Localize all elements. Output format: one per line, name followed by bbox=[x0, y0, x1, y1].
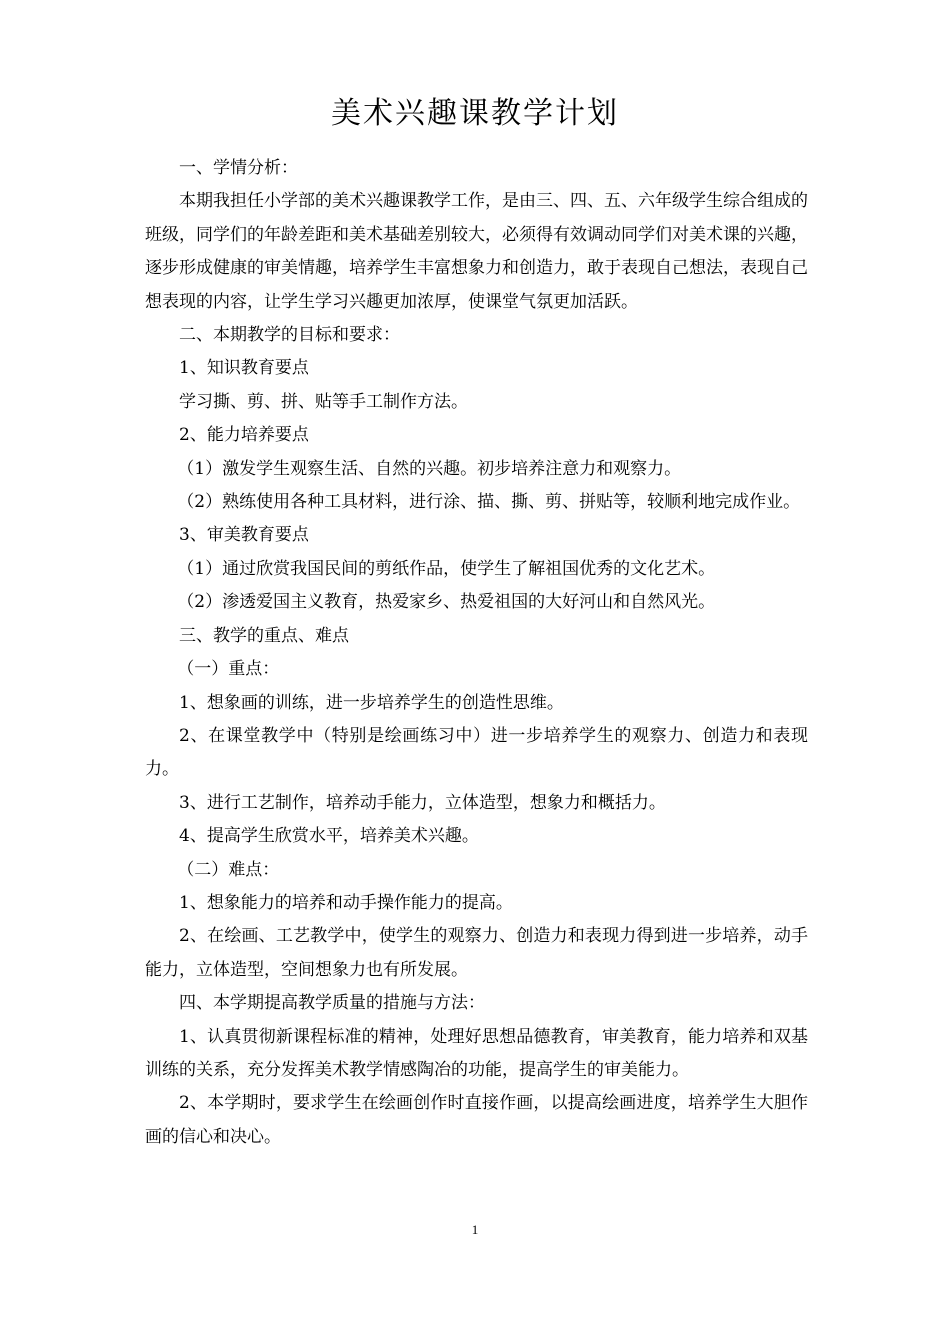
list-item-measure-2: 2、本学期时，要求学生在绘画创作时直接作画，以提高绘画进度，培养学生大胆作画的信心和决心。 bbox=[145, 1093, 808, 1147]
subheading-key-points: （一）重点： bbox=[177, 659, 280, 680]
list-item-measure-1: 1、认真贯彻新课程标准的精神，处理好思想品德教育，审美教育，能力培养和双基训练的关系，充分发挥美术教学情感陶冶的功能，提高学生的审美能力。 bbox=[145, 1026, 808, 1080]
subheading-ability: 2、能力培养要点 bbox=[179, 425, 309, 446]
list-item-ability-1: （1）激发学生观察生活、自然的兴趣。初步培养注意力和观察力。 bbox=[177, 458, 682, 479]
subheading-difficulties: （二）难点： bbox=[177, 859, 280, 880]
list-item-aesthetic-2: （2）渗透爱国主义教育，热爱家乡、热爱祖国的大好河山和自然风光。 bbox=[177, 592, 716, 613]
section-heading-1: 一、学情分析： bbox=[179, 158, 298, 178]
list-item-difficulty-1: 1、想象能力的培养和动手操作能力的提高。 bbox=[179, 892, 513, 913]
list-item-difficulty-2: 2、在绘画、工艺教学中，使学生的观察力、创造力和表现力得到进一步培养，动手能力，立体造型，空间想象力也有所发展。 bbox=[145, 926, 808, 980]
list-item-key-4: 4、提高学生欣赏水平，培养美术兴趣。 bbox=[179, 826, 479, 847]
list-item-key-1: 1、想象画的训练，进一步培养学生的创造性思维。 bbox=[179, 692, 564, 713]
section-heading-4: 四、本学期提高教学质量的措施与方法： bbox=[179, 993, 485, 1014]
list-item-key-2: 2、在课堂教学中（特别是绘画练习中）进一步培养学生的观察力、创造力和表现力。 bbox=[145, 725, 808, 780]
document-title: 美术兴趣课教学计划 bbox=[331, 96, 619, 131]
document-body bbox=[145, 152, 808, 1154]
section-heading-2: 二、本期教学的目标和要求： bbox=[179, 325, 400, 346]
paragraph-knowledge: 学习撕、剪、拼、贴等手工制作方法。 bbox=[179, 391, 468, 412]
section-heading-3: 三、教学的重点、难点 bbox=[179, 625, 349, 646]
list-item-aesthetic-1: （1）通过欣赏我国民间的剪纸作品，使学生了解祖国优秀的文化艺术。 bbox=[177, 558, 716, 579]
page-number: 1 bbox=[471, 1222, 479, 1237]
subheading-knowledge: 1、知识教育要点 bbox=[179, 358, 309, 379]
subheading-aesthetic: 3、审美教育要点 bbox=[179, 525, 309, 546]
paragraph-analysis: 本期我担任小学部的美术兴趣课教学工作，是由三、四、五、六年级学生综合组成的班级，同学们的年龄差距和美术基础差别较大，必须得有效调动同学们对美术课的兴趣，逐步形成健康的审美情趣，培养学生丰富想象力和创造力，敢于表现自己想法，表现自己想表现的内容，让学生学习兴趣更加浓厚，使课堂气氛更加活跃。 bbox=[145, 191, 808, 312]
list-item-key-3: 3、进行工艺制作，培养动手能力，立体造型，想象力和概括力。 bbox=[179, 792, 666, 813]
list-item-ability-2: （2）熟练使用各种工具材料，进行涂、描、撕、剪、拼贴等，较顺利地完成作业。 bbox=[177, 492, 801, 513]
